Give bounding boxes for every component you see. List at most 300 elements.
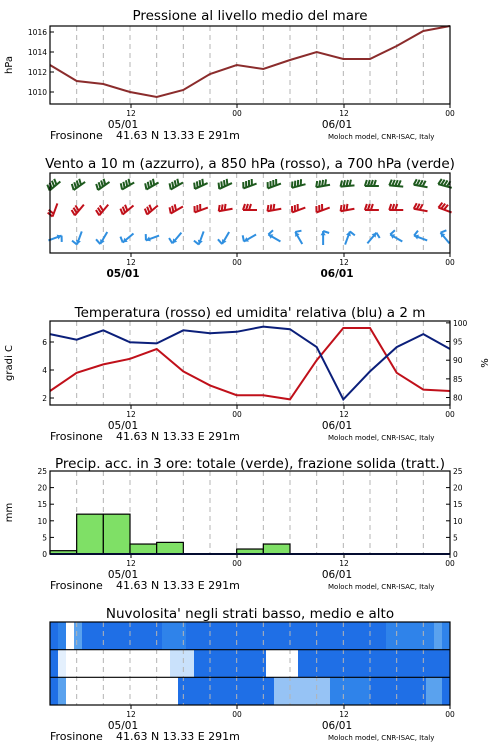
cloud-cell	[322, 677, 331, 705]
cloud-cell	[186, 650, 195, 678]
barb-flag	[267, 205, 268, 211]
cloud-cell	[274, 622, 283, 650]
wind-barb	[414, 203, 428, 211]
cloud-cell	[50, 622, 59, 650]
cloud-cell	[90, 622, 99, 650]
cloud-cell	[290, 650, 299, 678]
wind-barb	[316, 204, 329, 212]
barb-flag	[123, 182, 124, 188]
wind-barb	[194, 231, 204, 244]
precip-ylabel: mm	[4, 503, 15, 522]
cloud-cell	[290, 622, 299, 650]
cloud-cell	[58, 677, 67, 705]
precip-bar	[263, 544, 290, 554]
cloud-cell	[130, 650, 139, 678]
barb-flag	[224, 180, 225, 186]
cloud-cell	[82, 622, 91, 650]
wind-barb	[194, 179, 207, 189]
barb-flag	[319, 180, 320, 186]
cloud-cell	[370, 677, 379, 705]
cloud-cell	[402, 677, 411, 705]
wind-barb	[96, 205, 108, 216]
wind-barb	[295, 231, 302, 244]
x-tick-label: 00	[445, 410, 455, 419]
cloud-cell	[162, 677, 171, 705]
cloud-cell	[362, 650, 371, 678]
wind-barb	[365, 180, 379, 186]
barb-flag	[398, 180, 401, 186]
wind-barb	[72, 205, 84, 216]
cloud-cell	[290, 677, 299, 705]
y-tick-label-right: 95	[453, 338, 463, 347]
wind-barb	[316, 179, 330, 187]
cloud-cell	[418, 622, 427, 650]
barb-flag	[125, 205, 127, 211]
cloud-cell	[418, 677, 427, 705]
wind-barb	[170, 204, 183, 213]
cloud-cell	[410, 650, 419, 678]
cloud-cell	[314, 650, 323, 678]
cloud-cell	[74, 677, 83, 705]
barb-flag	[441, 230, 447, 232]
barb-flag	[172, 182, 173, 188]
cloud-cell	[394, 677, 403, 705]
cloud-cell	[354, 622, 363, 650]
cloud-cell	[354, 650, 363, 678]
cloud-cell	[322, 650, 331, 678]
cloud-cell	[210, 622, 219, 650]
cloud-cell	[418, 650, 427, 678]
wind-barb	[292, 204, 305, 212]
wind-barb	[441, 230, 450, 243]
barb-flag	[227, 179, 228, 185]
barb-flag	[347, 204, 348, 210]
wind-barb	[243, 204, 257, 210]
x-tick-label: 12	[339, 258, 349, 267]
cloud-cell	[338, 622, 347, 650]
barb-flag	[145, 183, 146, 189]
x-tick-label: 00	[445, 258, 455, 267]
clouds-panel	[50, 606, 455, 743]
barb-flag	[147, 207, 149, 213]
cloud-cell	[386, 677, 395, 705]
y-tick-label: 0	[42, 550, 47, 559]
wind-panel	[45, 156, 455, 280]
cloud-cell	[90, 677, 99, 705]
cloud-cell	[322, 622, 331, 650]
wind-barb	[267, 204, 281, 211]
barb-flag	[169, 238, 172, 243]
wind-barb	[120, 234, 133, 243]
barb-flag	[389, 180, 392, 186]
barb-flag	[316, 181, 317, 187]
wind-barb	[389, 180, 403, 187]
cloud-cell	[258, 622, 267, 650]
date-label: 05/01	[108, 569, 138, 581]
wind-barb	[194, 204, 207, 212]
pressure-ylabel: hPa	[4, 56, 15, 74]
wind-barb	[145, 179, 158, 190]
barb-flag	[197, 181, 198, 187]
cloud-cell	[82, 650, 91, 678]
barb-flag	[194, 183, 195, 189]
y-tick-label: 1012	[28, 68, 47, 77]
location-coords: 41.63 N 13.33 E 291m	[116, 730, 240, 743]
cloud-cell	[242, 650, 251, 678]
cloud-cell	[66, 622, 75, 650]
wind-barb	[365, 204, 379, 210]
barb-flag	[219, 205, 220, 211]
barb-flag	[74, 182, 76, 188]
barb-flag	[52, 181, 54, 187]
wind-barb	[47, 179, 60, 191]
x-tick-label: 12	[126, 559, 136, 568]
wind-title: Vento a 10 m (azzurro), a 850 hPa (rosso), a 700 hPa (verde)	[45, 156, 455, 172]
cloud-cell	[162, 622, 171, 650]
barb-flag	[175, 204, 176, 210]
wind-barb	[243, 179, 256, 188]
cloud-cell	[402, 622, 411, 650]
date-label: 05/01	[108, 420, 138, 432]
model-credit: Moloch model, CNR-ISAC, Italy	[328, 133, 434, 141]
barb-flag	[129, 179, 130, 185]
barb-flag	[202, 179, 203, 185]
barb-flag	[153, 179, 154, 185]
precip-bar	[77, 514, 104, 554]
date-label: 05/01	[106, 268, 139, 280]
barb-flag	[268, 230, 273, 234]
barb-shaft	[53, 203, 58, 216]
cloud-cell	[250, 677, 259, 705]
cloud-cell	[434, 622, 443, 650]
cloud-cell	[98, 650, 107, 678]
cloud-cell	[202, 677, 211, 705]
precip-bar	[103, 514, 130, 554]
cloud-cell	[146, 650, 155, 678]
x-tick-label: 00	[232, 410, 242, 419]
barb-flag	[414, 231, 418, 236]
y-tick-label-right: 10	[453, 517, 463, 526]
cloud-cell	[242, 677, 251, 705]
cloud-cell	[346, 677, 355, 705]
cloud-cell	[282, 677, 291, 705]
cloud-cell	[226, 677, 235, 705]
cloud-cell	[314, 622, 323, 650]
barb-flag	[376, 233, 379, 238]
cloud-cell	[362, 677, 371, 705]
cloud-cell	[218, 677, 227, 705]
cloud-cell	[138, 622, 147, 650]
cloud-cell	[146, 677, 155, 705]
cloud-cell	[234, 622, 243, 650]
x-tick-label: 00	[232, 258, 242, 267]
cloud-cell	[378, 622, 387, 650]
cloud-cell	[434, 650, 443, 678]
cloud-cell	[194, 622, 203, 650]
cloud-cell	[394, 650, 403, 678]
barb-flag	[344, 204, 345, 210]
y-tick-label: 4	[42, 366, 47, 375]
y-tick-label-right: 15	[453, 500, 463, 509]
barb-flag	[123, 207, 125, 213]
cloud-cell	[178, 622, 187, 650]
y-tick-label: 5	[42, 533, 47, 542]
x-tick-label: 00	[232, 559, 242, 568]
wind-barb	[145, 205, 158, 215]
cloud-cell	[194, 677, 203, 705]
cloud-cell	[98, 677, 107, 705]
y-tick-label: 25	[37, 467, 47, 476]
x-tick-label: 00	[445, 710, 455, 719]
cloud-cell	[410, 677, 419, 705]
wind-barb	[170, 179, 183, 190]
cloud-cell	[306, 622, 315, 650]
model-credit: Moloch model, CNR-ISAC, Italy	[328, 434, 434, 442]
wind-barb	[48, 203, 58, 216]
y-tick-label: 1010	[28, 88, 47, 97]
cloud-cell	[354, 677, 363, 705]
cloud-cell	[346, 650, 355, 678]
cloud-cell	[194, 650, 203, 678]
cloud-cell	[130, 622, 139, 650]
barb-flag	[149, 205, 151, 211]
barb-flag	[295, 231, 301, 232]
cloud-cell	[162, 650, 171, 678]
barb-flag	[243, 235, 244, 241]
pressure-title: Pressione al livello medio del mare	[132, 8, 367, 24]
barb-flag	[221, 181, 222, 187]
barb-flag	[219, 183, 220, 189]
cloud-cell	[74, 622, 83, 650]
barb-flag	[54, 179, 56, 185]
cloud-cell	[426, 650, 435, 678]
plot-frame	[50, 26, 450, 104]
wind-barb	[414, 179, 428, 187]
cloud-cell	[306, 677, 315, 705]
y-tick-label-right: 0	[453, 550, 458, 559]
cloud-cell	[218, 650, 227, 678]
cloud-cell	[178, 677, 187, 705]
wind-barb	[268, 179, 281, 188]
cloud-cell	[298, 622, 307, 650]
cloud-cell	[330, 677, 339, 705]
cloud-cell	[202, 622, 211, 650]
wind-barb	[345, 231, 355, 244]
wind-barb	[219, 204, 233, 211]
cloud-cell	[226, 622, 235, 650]
date-label: 06/01	[322, 119, 352, 131]
cloud-cell	[250, 650, 259, 678]
barb-flag	[145, 209, 147, 215]
barb-flag	[121, 183, 122, 189]
y-tick-label-right: 20	[453, 484, 463, 493]
cloud-cell	[386, 622, 395, 650]
location-coords: 41.63 N 13.33 E 291m	[116, 129, 240, 142]
cloud-cell	[202, 650, 211, 678]
barb-flag	[200, 180, 201, 186]
cloud-cell	[426, 677, 435, 705]
precip-bar	[130, 544, 157, 554]
cloud-cell	[426, 622, 435, 650]
location-name: Frosinone	[50, 579, 103, 592]
cloud-cell	[242, 622, 251, 650]
cloud-cell	[210, 650, 219, 678]
wind-barb	[243, 235, 256, 242]
y-tick-label-right: 85	[453, 375, 463, 384]
barb-flag	[218, 239, 222, 244]
cloud-cell	[266, 622, 275, 650]
cloud-cell	[370, 622, 379, 650]
barb-flag	[194, 241, 199, 245]
temperature-ylabel: gradi C	[4, 345, 15, 381]
location-name: Frosinone	[50, 129, 103, 142]
cloud-cell	[122, 677, 131, 705]
barb-flag	[96, 184, 98, 190]
barb-flag	[150, 180, 151, 186]
cloud-cell	[218, 622, 227, 650]
y-tick-label-right: 100	[453, 319, 468, 328]
barb-flag	[148, 182, 149, 188]
cloud-cell	[282, 622, 291, 650]
cloud-cell	[338, 650, 347, 678]
barb-flag	[175, 180, 176, 186]
wind-barb	[121, 179, 134, 190]
cloud-cell	[138, 650, 147, 678]
cloud-cell	[170, 677, 179, 705]
date-label: 06/01	[322, 720, 352, 732]
temperature-ylabel-right: %	[480, 358, 491, 368]
temperature-line	[50, 328, 450, 399]
cloud-cell	[346, 622, 355, 650]
cloud-cell	[338, 677, 347, 705]
cloud-cell	[106, 677, 115, 705]
cloud-cell	[154, 622, 163, 650]
cloud-cell	[298, 650, 307, 678]
cloud-cell	[282, 650, 291, 678]
barb-flag	[172, 206, 173, 212]
cloud-cell	[82, 677, 91, 705]
cloud-cell	[170, 622, 179, 650]
cloud-cell	[58, 622, 67, 650]
location-name: Frosinone	[50, 730, 103, 743]
pressure-panel	[4, 8, 455, 142]
barb-flag	[120, 209, 122, 215]
cloud-cell	[402, 650, 411, 678]
barb-flag	[341, 205, 342, 211]
barb-flag	[96, 239, 100, 244]
barb-flag	[99, 182, 101, 188]
cloud-cell	[66, 650, 75, 678]
wind-barb	[218, 232, 229, 244]
cloud-cell	[186, 622, 195, 650]
cloud-cell	[154, 677, 163, 705]
cloud-cell	[58, 650, 67, 678]
cloud-cell	[442, 622, 451, 650]
x-tick-label: 12	[339, 559, 349, 568]
x-tick-label: 12	[126, 410, 136, 419]
model-credit: Moloch model, CNR-ISAC, Italy	[328, 583, 434, 591]
cloud-cell	[122, 622, 131, 650]
wind-barb	[367, 233, 379, 244]
model-credit: Moloch model, CNR-ISAC, Italy	[328, 734, 434, 742]
barb-flag	[273, 204, 274, 210]
wind-barb	[341, 180, 355, 187]
cloud-cell	[298, 677, 307, 705]
cloud-cell	[130, 677, 139, 705]
y-tick-label-right: 80	[453, 394, 463, 403]
barb-flag	[170, 207, 171, 213]
cloud-cell	[362, 622, 371, 650]
cloud-cell	[306, 650, 315, 678]
cloud-cell	[378, 677, 387, 705]
y-tick-label: 10	[37, 517, 47, 526]
x-tick-label: 12	[126, 258, 136, 267]
wind-barb	[341, 204, 355, 211]
y-tick-label: 1016	[28, 28, 47, 37]
barb-flag	[72, 241, 77, 245]
barb-flag	[47, 185, 49, 191]
cloud-cell	[138, 677, 147, 705]
cloud-cell	[394, 622, 403, 650]
y-tick-label: 6	[42, 338, 47, 347]
cloud-cell	[210, 677, 219, 705]
cloud-cell	[106, 622, 115, 650]
location-coords: 41.63 N 13.33 E 291m	[116, 430, 240, 443]
temperature-panel	[4, 305, 491, 443]
wind-barb	[169, 233, 181, 244]
pressure-line	[50, 26, 450, 97]
cloud-cell	[314, 677, 323, 705]
wind-barb	[120, 205, 133, 215]
cloud-cell	[442, 677, 451, 705]
barb-flag	[325, 179, 326, 185]
x-tick-label: 12	[126, 109, 136, 118]
cloud-cell	[66, 677, 75, 705]
cloud-cell	[330, 622, 339, 650]
x-tick-label: 12	[339, 710, 349, 719]
barb-flag	[126, 180, 127, 186]
cloud-cell	[378, 650, 387, 678]
date-label: 06/01	[322, 420, 352, 432]
cloud-cell	[258, 677, 267, 705]
barb-flag	[177, 179, 178, 185]
clouds-title: Nuvolosita' negli strati basso, medio e alto	[106, 606, 394, 622]
temperature-title: Temperatura (rosso) ed umidita' relativa (blu) a 2 m	[74, 305, 426, 321]
date-label: 05/01	[108, 720, 138, 732]
y-tick-label: 20	[37, 484, 47, 493]
barb-flag	[395, 180, 398, 186]
cloud-cell	[106, 650, 115, 678]
wind-barb	[72, 179, 85, 190]
cloud-cell	[234, 650, 243, 678]
barb-flag	[390, 230, 395, 234]
cloud-cell	[434, 677, 443, 705]
barb-flag	[350, 231, 355, 235]
cloud-cell	[274, 677, 283, 705]
cloud-cell	[442, 650, 451, 678]
cloud-cell	[114, 622, 123, 650]
cloud-cell	[154, 650, 163, 678]
cloud-cell	[226, 650, 235, 678]
cloud-cell	[274, 650, 283, 678]
precip-bar	[157, 542, 184, 554]
barb-flag	[225, 204, 226, 210]
barb-flag	[79, 179, 81, 185]
barb-flag	[222, 204, 223, 210]
barb-flag	[101, 181, 103, 187]
barb-flag	[270, 204, 271, 210]
x-tick-label: 00	[232, 710, 242, 719]
